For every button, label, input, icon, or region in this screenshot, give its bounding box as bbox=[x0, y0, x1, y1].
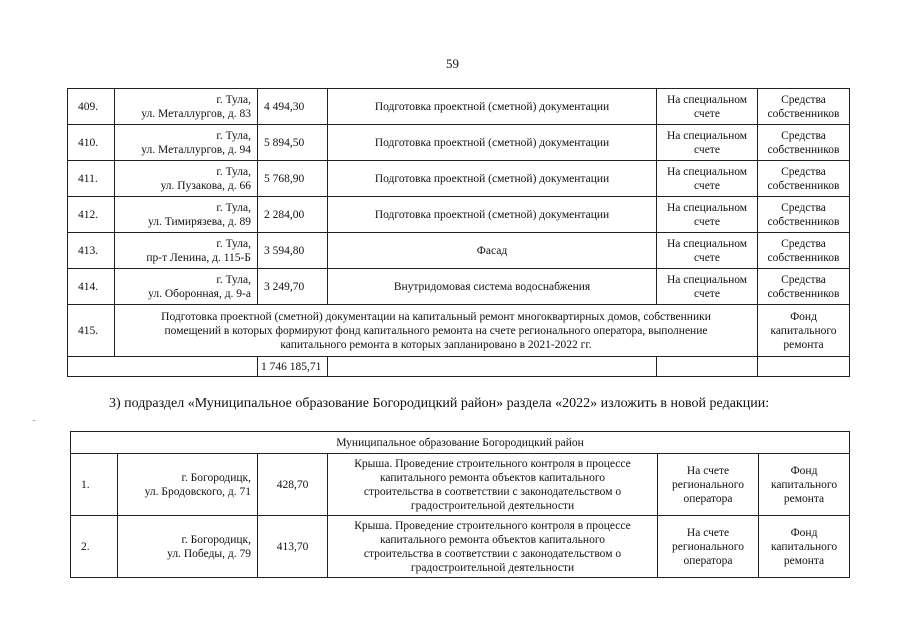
work-type bbox=[328, 125, 657, 161]
work-type bbox=[328, 161, 657, 197]
address bbox=[118, 454, 258, 516]
address-line: г. Тула, bbox=[216, 273, 251, 286]
program-table-continued bbox=[67, 88, 850, 377]
address bbox=[115, 89, 258, 125]
table-row bbox=[68, 125, 850, 161]
row-number-line: 413. bbox=[78, 244, 99, 257]
funding-source-line: собственников bbox=[767, 107, 840, 120]
account-method bbox=[657, 233, 758, 269]
account-method-line: счете bbox=[694, 251, 720, 264]
address-line: г. Тула, bbox=[216, 129, 251, 142]
total-amount-line: 1 746 185,71 bbox=[261, 360, 322, 373]
empty-cell bbox=[328, 357, 657, 377]
cost-amount bbox=[258, 125, 328, 161]
funding-source-line: капитального bbox=[770, 324, 837, 337]
work-type bbox=[328, 233, 657, 269]
account-method-line: На счете bbox=[686, 464, 730, 477]
address-line: ул. Оборонная, д. 9-а bbox=[148, 287, 251, 300]
address-line: ул. Победы, д. 79 bbox=[167, 547, 251, 560]
cost-amount-line: 3 249,70 bbox=[264, 280, 305, 293]
cost-amount bbox=[258, 161, 328, 197]
funding-source-line: собственников bbox=[767, 179, 840, 192]
cost-amount bbox=[258, 454, 328, 516]
row-number bbox=[68, 161, 115, 197]
row-number-line: 2. bbox=[81, 540, 90, 553]
table-row bbox=[71, 454, 850, 516]
address-line: г. Тула, bbox=[216, 201, 251, 214]
funding-source bbox=[759, 454, 850, 516]
funding-source bbox=[758, 89, 850, 125]
empty-cell bbox=[758, 357, 850, 377]
funding-source-line: Фонд bbox=[790, 464, 818, 477]
address-line: ул. Тимирязева, д. 89 bbox=[148, 215, 251, 228]
cost-amount bbox=[258, 269, 328, 305]
funding-source-line: Фонд bbox=[790, 526, 818, 539]
page-number: 59 bbox=[446, 56, 459, 71]
address-line: ул. Бродовского, д. 71 bbox=[144, 485, 251, 498]
funding-source bbox=[758, 269, 850, 305]
funding-source-line: капитального bbox=[770, 540, 838, 553]
table-row bbox=[68, 269, 850, 305]
work-type-line: Внутридомовая система водоснабжения bbox=[393, 280, 591, 293]
row-description-line: помещений в которых формируют фонд капитального ремонта на счете регионального оператора, выполнение bbox=[164, 324, 708, 337]
account-method bbox=[657, 89, 758, 125]
row-number bbox=[68, 89, 115, 125]
funding-source-line: Фонд bbox=[790, 310, 817, 323]
empty-cell bbox=[657, 357, 758, 377]
account-method bbox=[657, 269, 758, 305]
row-number bbox=[68, 305, 115, 357]
table-row bbox=[68, 197, 850, 233]
work-type-line: Крыша. Проведение строительного контроля в процессе bbox=[354, 457, 631, 470]
work-type-line: Подготовка проектной (сметной) документации bbox=[374, 136, 610, 149]
work-type-line: капитального ремонта объектов капитального bbox=[379, 471, 605, 484]
work-type-line: градостроительной деятельности bbox=[410, 499, 575, 512]
cost-amount-line: 428,70 bbox=[276, 478, 309, 491]
address-line: г. Тула, bbox=[216, 165, 251, 178]
address bbox=[115, 269, 258, 305]
address-line: г. Тула, bbox=[216, 237, 251, 250]
work-type-line: Крыша. Проведение строительного контроля в процессе bbox=[354, 519, 631, 532]
row-number-line: 409. bbox=[78, 100, 99, 113]
row-number-line: 410. bbox=[78, 136, 99, 149]
row-number bbox=[71, 516, 118, 578]
account-method-line: На специальном bbox=[666, 93, 748, 106]
account-method-line: счете bbox=[694, 107, 720, 120]
cost-amount bbox=[258, 516, 328, 578]
row-number bbox=[68, 125, 115, 161]
row-description bbox=[115, 305, 758, 357]
cost-amount-line: 3 594,80 bbox=[264, 244, 305, 257]
account-method-line: На счете bbox=[686, 526, 730, 539]
address-line: г. Богородицк, bbox=[181, 471, 251, 484]
funding-source-line: Средства bbox=[781, 273, 826, 286]
row-number-line: 411. bbox=[78, 172, 98, 185]
table-section-header-row bbox=[71, 432, 850, 454]
address-line: г. Богородицк, bbox=[181, 533, 251, 546]
funding-source bbox=[758, 197, 850, 233]
table-row bbox=[68, 305, 850, 357]
funding-source-line: собственников bbox=[767, 215, 840, 228]
funding-source-line: собственников bbox=[767, 143, 840, 156]
work-type-line: строительства в соответствии с законодательством о bbox=[363, 547, 622, 560]
work-type-line: Подготовка проектной (сметной) документации bbox=[374, 208, 610, 221]
work-type-line: градостроительной деятельности bbox=[410, 561, 575, 574]
work-type-line: капитального ремонта объектов капитального bbox=[379, 533, 605, 546]
address-line: пр-т Ленина, д. 115-Б bbox=[146, 251, 251, 264]
bogoroditsk-table bbox=[70, 431, 850, 578]
funding-source-line: Средства bbox=[781, 237, 826, 250]
address-line: ул. Металлургов, д. 94 bbox=[141, 143, 251, 156]
cost-amount-line: 5 768,90 bbox=[264, 172, 305, 185]
funding-source bbox=[758, 125, 850, 161]
table-row bbox=[68, 161, 850, 197]
section-header: Муниципальное образование Богородицкий район bbox=[71, 432, 850, 454]
account-method-line: На специальном bbox=[666, 165, 748, 178]
account-method bbox=[657, 161, 758, 197]
work-type bbox=[328, 516, 658, 578]
account-method-line: счете bbox=[694, 287, 720, 300]
cost-amount bbox=[258, 89, 328, 125]
work-type bbox=[328, 269, 657, 305]
total-amount bbox=[258, 357, 328, 377]
account-method-line: счете bbox=[694, 215, 720, 228]
row-number bbox=[68, 197, 115, 233]
account-method bbox=[658, 454, 759, 516]
row-description-line: Подготовка проектной (сметной) документации на капитальный ремонт многоквартирных домов, собственники bbox=[161, 310, 711, 323]
funding-source-line: ремонта bbox=[783, 492, 825, 505]
funding-source-line: Средства bbox=[781, 165, 826, 178]
work-type bbox=[328, 454, 658, 516]
table-row bbox=[71, 516, 850, 578]
funding-source-line: собственников bbox=[767, 287, 840, 300]
address bbox=[115, 125, 258, 161]
funding-source bbox=[758, 161, 850, 197]
account-method-line: На специальном bbox=[666, 201, 748, 214]
scan-mark bbox=[33, 420, 35, 421]
account-method-line: оператора bbox=[683, 554, 733, 567]
account-method-line: На специальном bbox=[666, 237, 748, 250]
work-type-line: Фасад bbox=[476, 244, 508, 257]
cost-amount-line: 413,70 bbox=[276, 540, 309, 553]
account-method-line: счете bbox=[694, 143, 720, 156]
address bbox=[118, 516, 258, 578]
address bbox=[115, 233, 258, 269]
account-method bbox=[657, 197, 758, 233]
funding-source-line: ремонта bbox=[783, 554, 825, 567]
row-number-line: 412. bbox=[78, 208, 99, 221]
row-number-line: 415. bbox=[78, 324, 99, 337]
cost-amount-line: 2 284,00 bbox=[264, 208, 305, 221]
work-type bbox=[328, 89, 657, 125]
account-method bbox=[658, 516, 759, 578]
row-number bbox=[68, 233, 115, 269]
row-number bbox=[68, 269, 115, 305]
row-number-line: 414. bbox=[78, 280, 99, 293]
work-type-line: Подготовка проектной (сметной) документации bbox=[374, 100, 610, 113]
table-row bbox=[68, 89, 850, 125]
cost-amount bbox=[258, 233, 328, 269]
funding-source-line: Средства bbox=[781, 129, 826, 142]
funding-source bbox=[758, 305, 850, 357]
address-line: г. Тула, bbox=[216, 93, 251, 106]
work-type-line: Подготовка проектной (сметной) документации bbox=[374, 172, 610, 185]
row-number bbox=[71, 454, 118, 516]
funding-source-line: ремонта bbox=[783, 338, 824, 351]
funding-source bbox=[759, 516, 850, 578]
cost-amount-line: 5 894,50 bbox=[264, 136, 305, 149]
cost-amount bbox=[258, 197, 328, 233]
work-type bbox=[328, 197, 657, 233]
funding-source-line: Средства bbox=[781, 201, 826, 214]
account-method-line: счете bbox=[694, 179, 720, 192]
account-method-line: На специальном bbox=[666, 129, 748, 142]
address bbox=[115, 161, 258, 197]
account-method-line: регионального bbox=[672, 478, 744, 491]
account-method-line: оператора bbox=[683, 492, 733, 505]
account-method-line: регионального bbox=[672, 540, 744, 553]
address bbox=[115, 197, 258, 233]
funding-source-line: собственников bbox=[767, 251, 840, 264]
row-description-line: капитального ремонта в которых запланировано в 2021-2022 гг. bbox=[280, 338, 592, 351]
address-line: ул. Металлургов, д. 83 bbox=[141, 107, 251, 120]
account-method-line: На специальном bbox=[666, 273, 748, 286]
amendment-paragraph: 3) подраздел «Муниципальное образование Богородицкий район» раздела «2022» изложить в новой редакции: bbox=[109, 396, 770, 411]
work-type-line: строительства в соответствии с законодательством о bbox=[363, 485, 622, 498]
address-line: ул. Пузакова, д. 66 bbox=[160, 179, 251, 192]
funding-source-line: капитального bbox=[770, 478, 838, 491]
funding-source bbox=[758, 233, 850, 269]
funding-source-line: Средства bbox=[781, 93, 826, 106]
total-row bbox=[68, 357, 850, 377]
table-row bbox=[68, 233, 850, 269]
account-method bbox=[657, 125, 758, 161]
row-number-line: 1. bbox=[81, 478, 90, 491]
cost-amount-line: 4 494,30 bbox=[264, 100, 305, 113]
empty-cell bbox=[68, 357, 258, 377]
